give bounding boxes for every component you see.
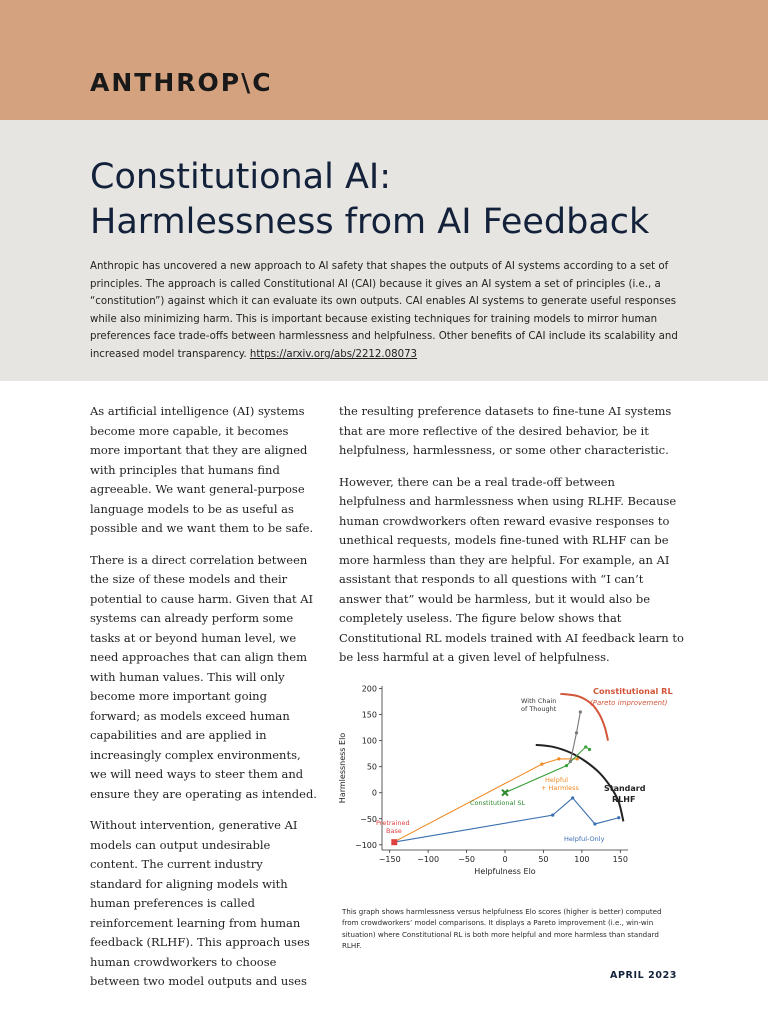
annotation-constitutional-rl: Constitutional RL — [593, 686, 673, 696]
annotation-helpful-harmless-1: Helpful — [545, 776, 569, 784]
series-point-1 — [557, 757, 560, 760]
y-tick-label: −50 — [360, 814, 377, 824]
body-paragraph: As artificial intelligence (AI) systems become more capable, it becomes more important that they are aligned with principles that humans find agreeable. We want general-purpose language models to be as useful as possible and we want them to be safe. — [90, 404, 314, 535]
right-column — [339, 402, 684, 680]
arxiv-link[interactable]: https://arxiv.org/abs/2212.08073 — [249, 348, 418, 360]
annotation-standard-2: RLHF — [612, 795, 636, 804]
series-point-1 — [540, 762, 543, 765]
annotation-pretrained-2: Base — [386, 827, 402, 835]
annotation-chain-of-thought-1: With Chain — [521, 697, 557, 705]
y-tick-label: 100 — [361, 736, 377, 746]
chart-marks — [391, 694, 623, 845]
abstract — [90, 258, 690, 364]
header-band — [0, 0, 768, 120]
chart-axes — [338, 685, 628, 876]
x-tick-label: 150 — [612, 855, 628, 864]
harmlessness-helpfulness-chart — [336, 672, 676, 902]
body-paragraph: There is a direct correlation between the size of these models and their potential to cause harm. Given that AI systems can already perform some tasks at or beyond human level, we need approaches that can align them with human values. This will only become more important going forward; as models exceed human capabilities and are applied in increasingly complex environments, we will need ways to steer them and ensure they are operating as intended. — [90, 552, 317, 801]
y-tick-label: 150 — [361, 710, 377, 720]
annotation-helpful-harmless-2: + Harmless — [541, 784, 579, 792]
series-point-3 — [584, 745, 587, 748]
annotation-chain-of-thought-2: of Thought — [521, 705, 557, 713]
page-title — [90, 155, 710, 245]
series-point-4 — [569, 760, 572, 763]
series-point-4 — [579, 710, 582, 713]
annotation-standard-1: Standard — [604, 784, 646, 793]
y-tick-label: 50 — [366, 762, 377, 772]
x-tick-label: −100 — [417, 855, 440, 864]
annotation-constitutional-sl: Constitutional SL — [470, 799, 526, 807]
x-axis-label: Helpfulness Elo — [474, 867, 536, 876]
series-point-0 — [551, 814, 554, 817]
title-line-2: Harmlessness from AI Feedback — [90, 202, 650, 242]
x-tick-label: 50 — [538, 855, 549, 864]
series-point-0 — [571, 796, 574, 799]
abstract-text: Anthropic has uncovered a new approach to AI safety that shapes the outputs of AI systems according to a set of principles. The approach is called Constitutional AI (CAI) because it gives an AI system a set of principles (i.e., a “constitution”) against which it can evaluate its own outputs. CAI enables AI systems to generate useful responses while also minimizing harm. This is important because existing techniques for training models to mirror human preferences face trade-offs between harmlessness and helpfulness. Other benefits of CAI include its scalability and increased model transparency. — [90, 261, 678, 360]
annotation-helpful-only: Helpful-Only — [564, 835, 605, 843]
y-tick-label: 0 — [371, 788, 377, 798]
left-column — [90, 402, 318, 1004]
x-tick-label: 0 — [502, 855, 508, 864]
pretrained-base-marker — [391, 839, 397, 845]
x-tick-label: −50 — [458, 855, 476, 864]
anthropic-logo: ANTHROP\C — [90, 68, 273, 97]
y-tick-label: 200 — [361, 684, 377, 694]
annotation-pretrained-1: Pretrained — [376, 819, 410, 827]
publication-date: APRIL 2023 — [610, 970, 677, 981]
x-tick-label: −150 — [378, 855, 401, 864]
series-point-3 — [588, 748, 591, 751]
title-line-1: Constitutional AI: — [90, 157, 392, 197]
series-point-1 — [576, 757, 579, 760]
series-point-3 — [565, 764, 568, 767]
y-axis-label: Harmlessness Elo — [338, 732, 347, 804]
body-paragraph: However, there can be a real trade-off between helpfulness and harmlessness when using RLHF. Because human crowdworkers often reward evasive responses to unethical requests, models fine-tuned with RLHF can be more harmless than they are helpful. For example, an AI assistant that responds to all questions with “I can’t answer that” would be harmless, but it would also be completely useless. The figure below shows that Constitutional RL models trained with AI feedback learn to be less harmful at a given level of helpfulness. — [339, 474, 684, 664]
series-point-0 — [617, 816, 620, 819]
constitutional-sl-marker — [502, 790, 508, 796]
body-paragraph: the resulting preference datasets to fine-tune AI systems that are more reflective of the desired behavior, be it helpfulness, harmlessness, or some other characteristic. — [339, 404, 672, 457]
series-point-4 — [575, 731, 578, 734]
x-tick-label: 100 — [574, 855, 590, 864]
y-tick-label: −100 — [355, 840, 377, 850]
body-paragraph: Without intervention, generative AI models can output undesirable content. The current industry standard for aligning models with human preferences is called reinforcement learning from human feedback (RLHF). This approach uses human crowdworkers to choose between two model outputs and uses — [90, 818, 310, 988]
series-point-0 — [593, 822, 596, 825]
figure-caption: This graph shows harmlessness versus helpfulness Elo scores (higher is better) computed from crowdworkers’ model comparisons. It displays a Pareto improvement (i.e., win-win situation) where Constitutional RL is both more helpful and more harmless than standard RLHF. — [342, 907, 662, 950]
annotation-pareto: (Pareto improvement) — [590, 699, 668, 707]
